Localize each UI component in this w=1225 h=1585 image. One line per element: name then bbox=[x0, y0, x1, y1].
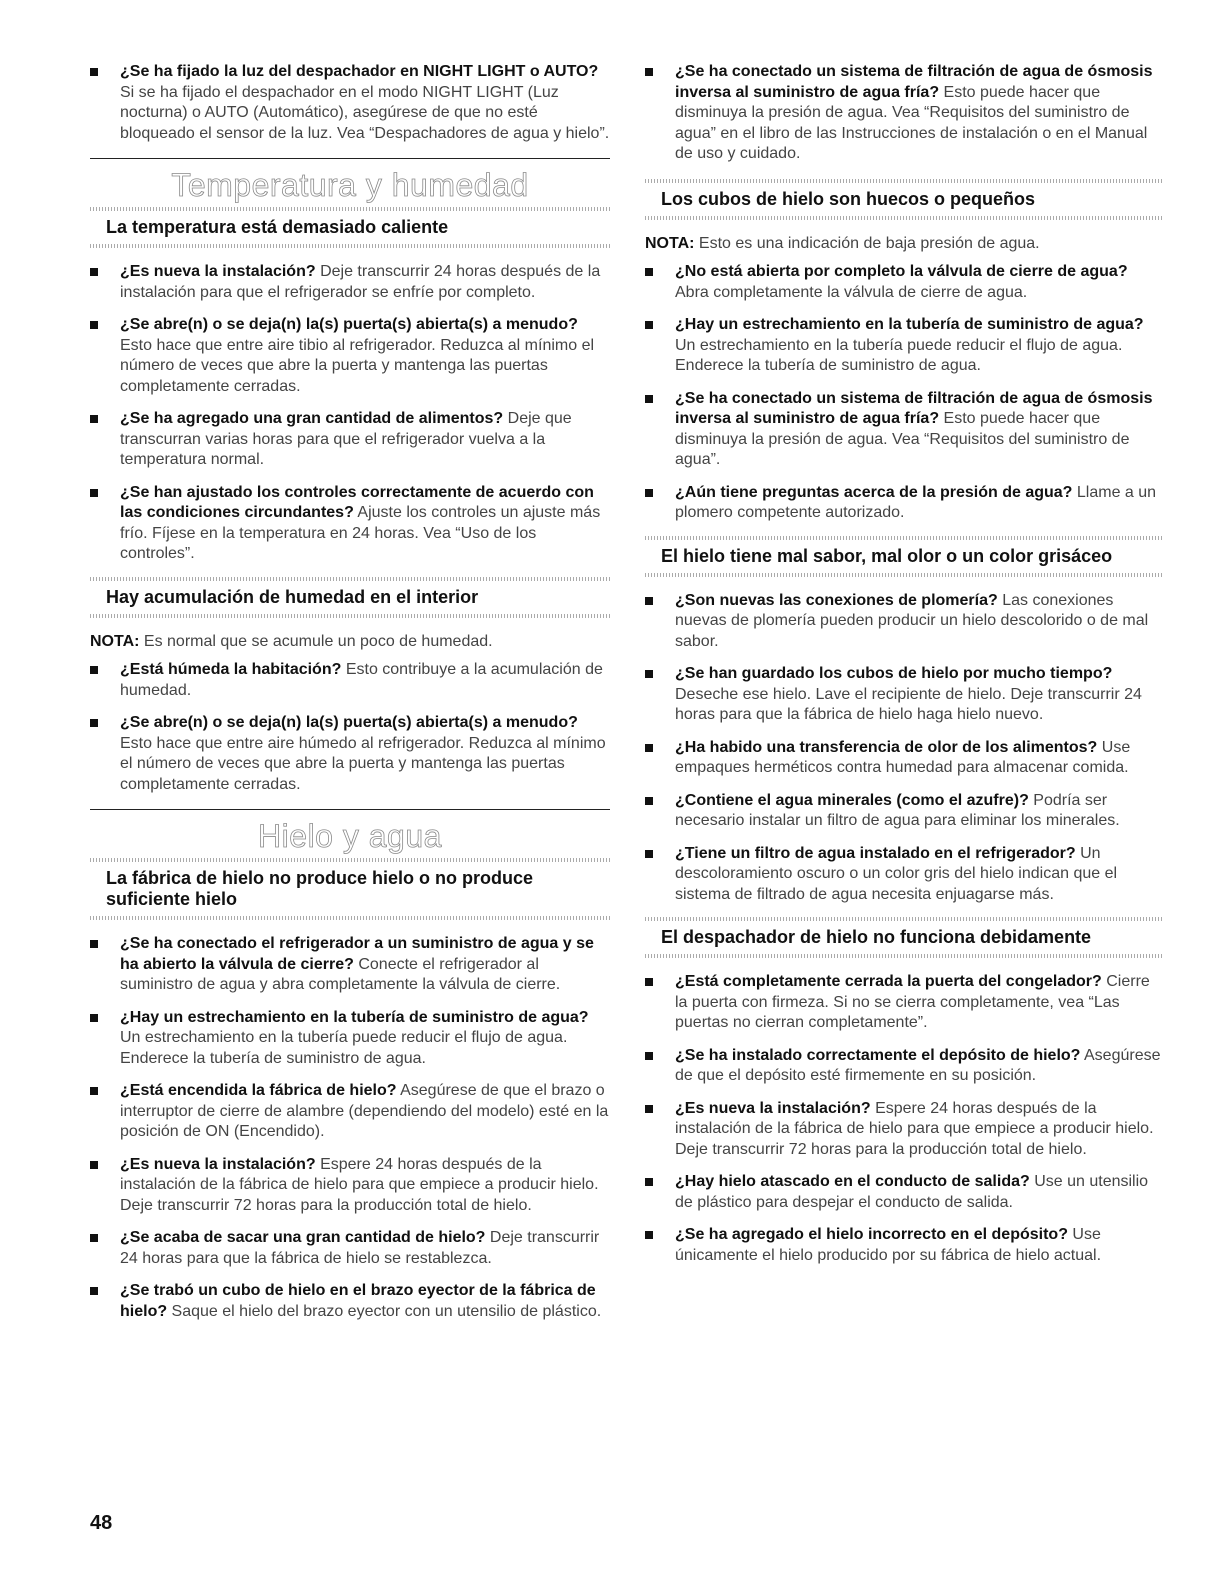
bullet-answer: Las conexiones nuevas de plomería pueden producir un hielo descolorido o de mal sabor. bbox=[675, 591, 1149, 650]
bullet-question: ¿Se han guardado los cubos de hielo por mucho tiempo? bbox=[675, 665, 1113, 682]
left-column bbox=[90, 62, 610, 1334]
bullet-answer: Cierre la puerta con firmeza. Si no se cierra completamente, vea “Las puertas no cierran completamente”. bbox=[675, 973, 1150, 1031]
hatch-rule bbox=[645, 573, 1163, 577]
bullet-list bbox=[90, 660, 610, 795]
bullet-answer: Conecte el refrigerador al suministro de agua y abra completamente la válvula de cierre. bbox=[120, 955, 561, 993]
bullet-question: ¿Aún tiene preguntas acerca de la presión de agua? bbox=[675, 483, 1073, 501]
bullet-item bbox=[645, 664, 1163, 726]
bullet-item bbox=[645, 315, 1163, 377]
bullet-answer: Asegúrese de que el depósito esté firmemente en su posición. bbox=[675, 1046, 1161, 1084]
bullet-question: ¿Son nuevas las conexiones de plomería? bbox=[675, 591, 998, 609]
subsection-bad-taste bbox=[645, 536, 1163, 577]
bullet-item bbox=[90, 409, 610, 471]
section-title-ice-water: Hielo y agua bbox=[258, 818, 442, 854]
bullet-question: ¿Se abre(n) o se deja(n) la(s) puerta(s) abierta(s) a menudo? bbox=[120, 714, 578, 731]
bullet-item bbox=[645, 1046, 1163, 1087]
bullet-item bbox=[90, 1155, 610, 1217]
subsection-dispenser bbox=[645, 917, 1163, 958]
bullet-question: ¿Se ha instalado correctamente el depósito de hielo? bbox=[675, 1046, 1081, 1064]
note-label: NOTA: bbox=[645, 234, 695, 252]
bullet-item bbox=[645, 1099, 1163, 1161]
subsection-temperature-too-warm bbox=[90, 207, 610, 248]
bullet-question: ¿Hay hielo atascado en el conducto de salida? bbox=[675, 1173, 1030, 1190]
bullet-item bbox=[90, 62, 610, 144]
page-number: 48 bbox=[90, 1512, 113, 1534]
bullet-question: ¿Se ha fijado la luz del despachador en NIGHT LIGHT o AUTO? bbox=[120, 63, 599, 80]
bullet-question: ¿Está completamente cerrada la puerta del congelador? bbox=[675, 973, 1102, 990]
bullet-item bbox=[645, 844, 1163, 906]
bullet-answer: Esto puede hacer que disminuya la presión de agua. Vea “Requisitos del suministro de agua”. bbox=[675, 410, 1130, 468]
hatch-rule bbox=[90, 916, 610, 920]
hatch-rule bbox=[645, 216, 1163, 220]
subsection-heading: El despachador de hielo no funciona debidamente bbox=[661, 927, 1092, 947]
bullet-question: ¿Se ha conectado un sistema de filtración de agua de ósmosis inversa al suministro de agua fría? bbox=[675, 389, 1153, 427]
bullet-item bbox=[90, 660, 610, 701]
bullet-question: ¿Se acaba de sacar una gran cantidad de hielo? bbox=[120, 1229, 486, 1246]
note bbox=[90, 632, 610, 653]
subsection-moisture bbox=[90, 577, 610, 618]
bullet-item bbox=[90, 1008, 610, 1070]
bullet-question: ¿Es nueva la instalación? bbox=[120, 1155, 316, 1173]
bullet-answer: Espere 24 horas después de la instalación de la fábrica de hielo para que empiece a producir hielo. Deje transcurrir 72 horas para la producción total de hielo. bbox=[120, 1155, 599, 1214]
bullet-question: ¿Se ha agregado el hielo incorrecto en el depósito? bbox=[675, 1226, 1068, 1243]
bullet-answer: Esto hace que entre aire húmedo al refrigerador. Reduzca al mínimo el número de veces que abre la puerta y mantenga las puertas completamente cerradas. bbox=[120, 734, 606, 793]
bullet-list bbox=[645, 972, 1163, 1266]
subsection-heading: Hay acumulación de humedad en el interior bbox=[106, 586, 479, 607]
bullet-list bbox=[645, 591, 1163, 906]
bullet-question: ¿Se ha conectado un sistema de filtración de agua de ósmosis inversa al suministro de agua fría? bbox=[675, 63, 1153, 101]
bullet-answer: Asegúrese de que el brazo o interruptor de cierre de alambre (dependiendo del modelo) esté en la posición de ON (Encendido). bbox=[120, 1082, 609, 1140]
bullet-item bbox=[645, 389, 1163, 471]
bullet-item bbox=[90, 483, 610, 565]
bullet-answer: Esto contribuye a la acumulación de humedad. bbox=[120, 661, 603, 699]
bullet-question: ¿Hay un estrechamiento en la tubería de suministro de agua? bbox=[120, 1008, 589, 1026]
bullet-item bbox=[90, 1228, 610, 1269]
bullet-question: ¿Se han ajustado los controles correctamente de acuerdo con las condiciones circundantes? bbox=[120, 483, 594, 521]
section-divider bbox=[90, 158, 610, 159]
bullet-answer: Espere 24 horas después de la instalación de la fábrica de hielo para que empiece a producir hielo. Deje transcurrir 72 horas para la producción total de hielo. bbox=[675, 1099, 1154, 1158]
bullet-answer: Si se ha fijado el despachador en el modo NIGHT LIGHT (Luz nocturna) o AUTO (Automático), asegúrese de que no esté bloqueado el sensor de la luz. Vea “Despachadores de agua y hielo”. bbox=[120, 83, 610, 142]
bullet-item bbox=[645, 1225, 1163, 1266]
subsection-heading: Los cubos de hielo son huecos o pequeños bbox=[661, 188, 1036, 209]
bullet-answer: Un estrechamiento en la tubería puede reducir el flujo de agua. Enderece la tubería de suministro de agua. bbox=[675, 336, 1123, 374]
subsection-ice-maker bbox=[90, 858, 610, 920]
bullet-item bbox=[645, 591, 1163, 653]
bullet-list bbox=[645, 262, 1163, 524]
note-label: NOTA: bbox=[90, 632, 140, 650]
note bbox=[645, 234, 1163, 255]
bullet-answer: Use empaques herméticos contra humedad para almacenar comida. bbox=[675, 738, 1131, 776]
bullet-answer: Esto puede hacer que disminuya la presión de agua. Vea “Requisitos del suministro de agua” en el libro de las Instrucciones de instalación o en el Manual de uso y cuidado. bbox=[675, 83, 1148, 162]
bullet-question: ¿Es nueva la instalación? bbox=[120, 263, 316, 280]
bullet-question: ¿Hay un estrechamiento en la tubería de suministro de agua? bbox=[675, 316, 1144, 333]
bullet-question: ¿Se trabó un cubo de hielo en el brazo eyector de la fábrica de hielo? bbox=[120, 1282, 596, 1320]
bullet-answer: Deje que transcurran varias horas para que el refrigerador vuelva a la temperatura normal. bbox=[120, 410, 572, 468]
bullet-answer: Use un utensilio de plástico para despejar el conducto de salida. bbox=[675, 1173, 1149, 1211]
bullet-question: ¿Se ha conectado el refrigerador a un suministro de agua y se ha abierto la válvula de cierre? bbox=[120, 935, 594, 973]
bullet-question: ¿Se abre(n) o se deja(n) la(s) puerta(s) abierta(s) a menudo? bbox=[120, 316, 578, 333]
bullet-answer: Deseche ese hielo. Lave el recipiente de hielo. Deje transcurrir 24 horas para que la fábrica de hielo haga hielo nuevo. bbox=[675, 685, 1142, 723]
bullet-item bbox=[90, 934, 610, 996]
bullet-answer: Saque el hielo del brazo eyector con un utensilio de plástico. bbox=[167, 1302, 602, 1320]
subsection-hollow-cubes bbox=[645, 179, 1163, 220]
bullet-answer: Abra completamente la válvula de cierre de agua. bbox=[675, 283, 1028, 301]
bullet-list bbox=[90, 934, 610, 1322]
subsection-heading: El hielo tiene mal sabor, mal olor o un color grisáceo bbox=[661, 545, 1113, 566]
bullet-item bbox=[645, 262, 1163, 303]
bullet-item bbox=[645, 738, 1163, 779]
bullet-item bbox=[645, 1172, 1163, 1213]
section-divider bbox=[90, 809, 610, 810]
bullet-question: ¿Ha habido una transferencia de olor de los alimentos? bbox=[675, 738, 1098, 756]
right-column bbox=[645, 62, 1163, 1278]
bullet-list bbox=[90, 62, 610, 144]
bullet-answer: Un descoloramiento oscuro o un color gris del hielo indican que el sistema de filtrado de agua necesita enjuagarse más. bbox=[675, 844, 1118, 903]
note-text: Esto es una indicación de baja presión de agua. bbox=[694, 234, 1040, 252]
bullet-question: ¿Es nueva la instalación? bbox=[675, 1099, 871, 1117]
bullet-item bbox=[90, 262, 610, 303]
bullet-question: ¿Contiene el agua minerales (como el azufre)? bbox=[675, 791, 1029, 809]
bullet-item bbox=[645, 972, 1163, 1034]
subsection-heading: La temperatura está demasiado caliente bbox=[106, 217, 449, 237]
bullet-answer: Un estrechamiento en la tubería puede reducir el flujo de agua. Enderece la tubería de suministro de agua. bbox=[120, 1029, 568, 1067]
bullet-question: ¿Se ha agregado una gran cantidad de alimentos? bbox=[120, 410, 504, 427]
bullet-question: ¿No está abierta por completo la válvula de cierre de agua? bbox=[675, 263, 1128, 280]
bullet-item bbox=[645, 62, 1163, 165]
bullet-answer: Llame a un plomero competente autorizado. bbox=[675, 483, 1157, 521]
bullet-item bbox=[90, 315, 610, 397]
bullet-answer: Deje transcurrir 24 horas después de la instalación para que el refrigerador se enfríe por completo. bbox=[120, 263, 601, 301]
hatch-rule bbox=[90, 244, 610, 248]
bullet-question: ¿Está encendida la fábrica de hielo? bbox=[120, 1082, 397, 1099]
bullet-answer: Use únicamente el hielo producido por su fábrica de hielo actual. bbox=[675, 1226, 1102, 1264]
bullet-item bbox=[90, 1081, 610, 1143]
bullet-answer: Deje transcurrir 24 horas para que la fábrica de hielo se restablezca. bbox=[120, 1229, 600, 1267]
bullet-list bbox=[90, 262, 610, 565]
bullet-item bbox=[645, 483, 1163, 524]
bullet-item bbox=[90, 1281, 610, 1322]
bullet-list bbox=[645, 62, 1163, 165]
bullet-answer: Esto hace que entre aire tibio al refrigerador. Reduzca al mínimo el número de veces que abre la puerta y mantenga las puertas completamente cerradas. bbox=[120, 336, 595, 395]
section-title-temperature: Temperatura y humedad bbox=[171, 167, 529, 203]
hatch-rule bbox=[90, 614, 610, 618]
bullet-item bbox=[90, 713, 610, 795]
bullet-answer: Podría ser necesario instalar un filtro de agua para eliminar los minerales. bbox=[675, 791, 1120, 829]
bullet-item bbox=[645, 791, 1163, 832]
bullet-question: ¿Tiene un filtro de agua instalado en el refrigerador? bbox=[675, 844, 1076, 862]
bullet-question: ¿Está húmeda la habitación? bbox=[120, 661, 342, 678]
hatch-rule bbox=[645, 954, 1163, 958]
bullet-answer: Ajuste los controles un ajuste más frío. Fíjese en la temperatura en 24 horas. Vea “Uso de los controles”. bbox=[120, 504, 601, 562]
subsection-heading: La fábrica de hielo no produce hielo o no produce suficiente hielo bbox=[106, 868, 534, 909]
note-text: Es normal que se acumule un poco de humedad. bbox=[139, 632, 493, 650]
